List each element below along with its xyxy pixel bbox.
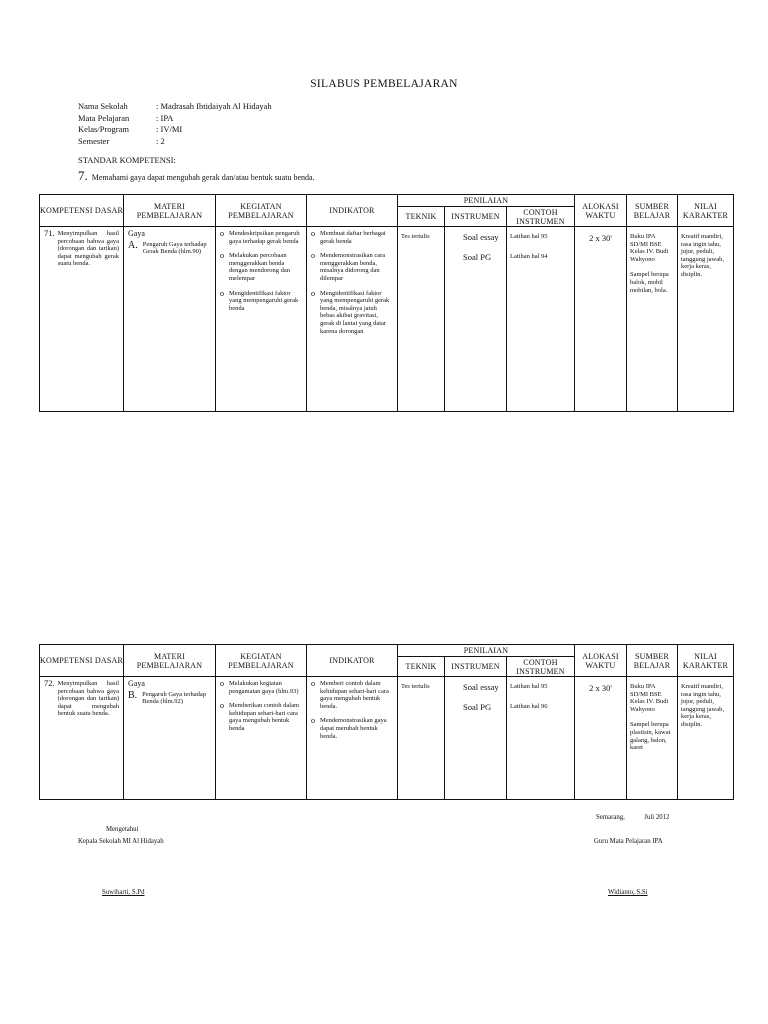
table-row	[40, 227, 734, 412]
meta-value: : Madrasah Ibtidaiyah Al Hidayah	[156, 101, 272, 111]
meta-value: : IV/MI	[156, 124, 183, 134]
header-indikator: INDIKATOR	[307, 195, 398, 227]
contoh-item: Latihan hal 95	[510, 233, 548, 240]
meta-key: Nama Sekolah	[78, 101, 128, 111]
instrumen-cell	[445, 677, 506, 712]
place-label: Semarang,	[596, 814, 625, 821]
bullet-icon: o	[311, 229, 315, 238]
header-contoh: CONTOH INSTRUMEN	[507, 207, 575, 227]
header-teknik: TEKNIK	[398, 207, 445, 227]
kompetensi-dasar	[40, 227, 123, 271]
header-kompetensi: KOMPETENSI DASAR	[40, 195, 124, 227]
indikator-item: Mendemonstrasikan gaya dapat merubah bentuk benda.	[320, 717, 387, 740]
meta-value: : 2	[156, 135, 165, 146]
bullet-icon: o	[220, 288, 224, 298]
materi-item: Pengaruh Gaya terhadap Gerak Benda (hlm.90)	[142, 240, 207, 256]
signature-left: Suwiharti, S.Pd	[102, 889, 145, 896]
alokasi-cell: 2 x 30'	[589, 233, 612, 243]
indikator-item: Mengidentifikasi faktor yang mempengaruhi gerak benda, misalnya jatuh bebas akibat gravitasi, gerak di lantai yang datar karena dorongan	[320, 289, 390, 335]
syllabus-table-1	[39, 194, 734, 412]
header-materi: MATERI PEMBELAJARAN	[124, 645, 216, 677]
materi-letter: B.	[128, 689, 138, 701]
instrumen-item: Soal PG	[463, 252, 492, 262]
teknik-cell: Tes tertulis	[401, 233, 430, 240]
bullet-icon: o	[311, 679, 315, 688]
header-nilai: NILAI KARAKTER	[678, 195, 734, 227]
header-penilaian: PENILAIAN	[398, 645, 575, 657]
meta-value: : IPA	[156, 112, 174, 123]
instrumen-item: Soal essay	[463, 682, 499, 692]
header-instrumen: INSTRUMEN	[445, 207, 507, 227]
bullet-icon: o	[220, 251, 224, 261]
kd-number: 71.	[44, 228, 55, 238]
kd-text: Menyimpulkan hasil percobaan bahwa gaya (dorongan dan tarikan) dapat mengubah gerak suatu benda.	[57, 230, 119, 268]
meta-key: Semester	[78, 135, 110, 146]
kegiatan-item: Melakukan percobaan menggerakkan benda dengan mendorong dan melempar	[229, 252, 291, 282]
materi-item: Pengaruh Gaya terhadap Benda (hlm.92)	[142, 690, 207, 706]
instrumen-cell	[445, 227, 506, 262]
kegiatan-item: Melakukan kegiatan pengamatan gaya (hlm.93)	[229, 680, 299, 695]
indikator-item: Mendemonstrasikan cara menggerakkan benda, misalnya didorong dan dilempar	[320, 252, 386, 282]
sumber-book: Buku IPA SD/MI BSE Kelas IV. Budi Wahyono	[630, 233, 669, 263]
kd-text: Menyimpulkan hasil percobaan bahwa gaya (dorongan dan tarikan) dapat mengubah bentuk suatu benda.	[57, 680, 119, 718]
bullet-icon: o	[311, 716, 315, 726]
indikator-item: Membuat daftar berbagai gerak benda	[320, 230, 386, 245]
kegiatan-item: Memberikan contoh dalam kehidupan sehari-hari cara gaya mengubah bentuk benda	[229, 702, 300, 732]
indikator-item: Memberi contoh dalam kehidupan sehari-hari cara gaya mengubah bentuk benda.	[320, 680, 389, 710]
meta-key: Mata Pelajaran	[78, 112, 130, 123]
header-kegiatan: KEGIATAN PEMBELAJARAN	[216, 645, 307, 677]
bullet-icon: o	[220, 679, 224, 688]
materi-head: Gaya	[128, 679, 145, 688]
header-nilai: NILAI KARAKTER	[678, 645, 734, 677]
header-alokasi: ALOKASI WAKTU	[575, 645, 627, 677]
instrumen-item: Soal PG	[463, 702, 492, 712]
instrumen-item: Soal essay	[463, 232, 499, 242]
sumber-cell	[627, 227, 677, 300]
bullet-icon: o	[311, 251, 315, 261]
header-sumber: SUMBER BELAJAR	[627, 645, 678, 677]
bullet-icon: o	[220, 229, 224, 238]
kegiatan-cell	[216, 227, 306, 322]
materi-head: Gaya	[128, 229, 145, 238]
header-instrumen: INSTRUMEN	[445, 657, 507, 677]
page-title: SILABUS PEMBELAJARAN	[310, 78, 458, 90]
indikator-cell	[307, 677, 397, 750]
sumber-sample: Sampel berupa balok, mobil mobilan, bola.	[630, 271, 669, 294]
header-alokasi: ALOKASI WAKTU	[575, 195, 627, 227]
header-kompetensi: KOMPETENSI DASAR	[40, 645, 124, 677]
guru-label: Guru Mata Pelajaran IPA	[594, 838, 663, 845]
standar-item	[78, 168, 315, 184]
sumber-cell	[627, 677, 677, 758]
contoh-item: Latihan hal 96	[510, 703, 548, 710]
kegiatan-cell	[216, 677, 306, 743]
nilai-cell: Kreatif mandiri, rasa ingin tahu, jujur, peduli, tanggung jawab, kerja keras, disiplin.	[681, 233, 724, 278]
contoh-cell	[507, 227, 574, 279]
kegiatan-item: Mendeskripsikan pengaruh gaya terhadap gerak benda	[229, 230, 300, 245]
contoh-cell	[507, 677, 574, 729]
materi-cell	[124, 227, 215, 259]
place-date	[596, 814, 669, 821]
kompetensi-dasar	[40, 677, 123, 721]
sumber-sample: Sampel berupa plastisin, kawat galang, balon, karet	[630, 721, 671, 752]
meta-key: Kelas/Program	[78, 124, 129, 134]
contoh-item: Latihan hal 94	[510, 253, 548, 260]
kegiatan-item: Mengidentifikasi faktor yang mempengaruhi gerak benda	[229, 289, 299, 312]
header-teknik: TEKNIK	[398, 657, 445, 677]
syllabus-table-2	[39, 644, 734, 800]
mengetahui-label: Mengetahui	[106, 826, 139, 833]
school-meta	[78, 101, 272, 147]
header-penilaian: PENILAIAN	[398, 195, 575, 207]
header-sumber: SUMBER BELAJAR	[627, 195, 678, 227]
materi-cell	[124, 677, 215, 709]
header-indikator: INDIKATOR	[307, 645, 398, 677]
bullet-icon: o	[220, 701, 224, 711]
header-materi: MATERI PEMBELAJARAN	[124, 195, 216, 227]
standar-number: 7.	[78, 168, 88, 183]
standar-text: Memahami gaya dapat mengubah gerak dan/atau bentuk suatu benda.	[91, 173, 315, 182]
date-text: Juli 2012	[644, 814, 670, 821]
alokasi-cell: 2 x 30'	[589, 683, 612, 693]
indikator-cell	[307, 227, 397, 345]
header-contoh: CONTOH INSTRUMEN	[507, 657, 575, 677]
header-kegiatan: KEGIATAN PEMBELAJARAN	[216, 195, 307, 227]
sumber-book: Buku IPA SD/MI BSE Kelas IV. Budi Wahyono	[630, 683, 669, 713]
signature-right: Widianto, S.Si	[608, 889, 648, 896]
kepala-label: Kepala Sekolah MI Al Hidayah	[78, 838, 164, 845]
nilai-cell: Kreatif mandiri, rasa ingin tahu, jujur, peduli, tanggung jawab, kerja keras, disiplin.	[681, 683, 724, 728]
table-row	[40, 677, 734, 800]
contoh-item: Latihan hal 95	[510, 683, 548, 690]
standar-label: STANDAR KOMPETENSI:	[78, 155, 176, 165]
teknik-cell: Tes tertulis	[401, 683, 430, 690]
bullet-icon: o	[311, 288, 315, 298]
materi-letter: A.	[128, 239, 138, 251]
kd-number: 72.	[44, 678, 55, 688]
